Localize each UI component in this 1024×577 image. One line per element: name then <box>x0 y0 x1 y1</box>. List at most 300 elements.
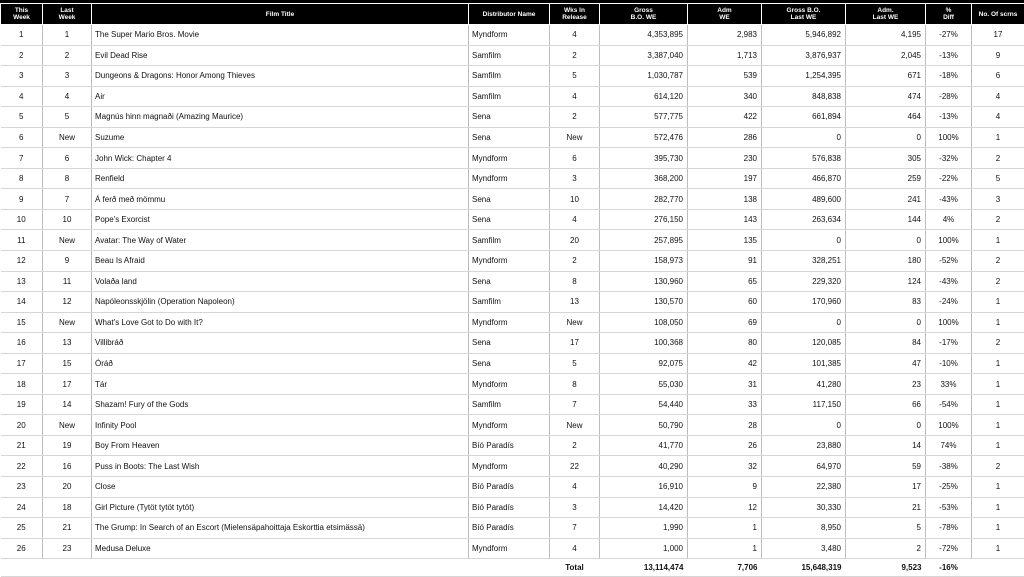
cell-distributor: Myndform <box>469 168 550 189</box>
cell-gross-last: 328,251 <box>762 251 846 272</box>
header-scrns <box>972 4 1024 25</box>
table-row <box>1 127 1024 148</box>
header-label: Diff <box>926 14 971 21</box>
cell-film: Óráð <box>92 353 469 374</box>
cell-this-week: 5 <box>1 107 43 128</box>
header-adm-last <box>846 4 926 25</box>
cell-wks: New <box>550 312 600 333</box>
cell-film: What's Love Got to Do with It? <box>92 312 469 333</box>
cell-last-week: 21 <box>43 518 92 539</box>
cell-diff: -22% <box>926 168 972 189</box>
cell-wks: New <box>550 127 600 148</box>
cell-gross-last: 848,838 <box>762 86 846 107</box>
box-office-table <box>0 3 1024 577</box>
cell-gross-last: 3,876,937 <box>762 45 846 66</box>
cell-diff: -72% <box>926 538 972 559</box>
cell-wks: 8 <box>550 271 600 292</box>
cell-adm: 422 <box>688 107 762 128</box>
cell-scrns: 2 <box>972 456 1024 477</box>
cell-wks: 22 <box>550 456 600 477</box>
cell-adm: 1 <box>688 538 762 559</box>
cell-gross: 282,770 <box>600 189 688 210</box>
table-row <box>1 415 1024 436</box>
total-diff: -16% <box>926 559 972 577</box>
cell-this-week: 18 <box>1 374 43 395</box>
cell-scrns: 4 <box>972 86 1024 107</box>
cell-wks: 4 <box>550 477 600 498</box>
table-row <box>1 497 1024 518</box>
cell-wks: 7 <box>550 394 600 415</box>
cell-film: Air <box>92 86 469 107</box>
table-row <box>1 168 1024 189</box>
cell-scrns: 2 <box>972 148 1024 169</box>
header-distributor <box>469 4 550 25</box>
cell-gross: 158,973 <box>600 251 688 272</box>
header-label: B.O. WE <box>600 14 687 21</box>
cell-wks: 4 <box>550 209 600 230</box>
cell-scrns: 17 <box>972 25 1024 46</box>
cell-adm: 138 <box>688 189 762 210</box>
cell-last-week: 19 <box>43 435 92 456</box>
cell-gross-last: 466,870 <box>762 168 846 189</box>
cell-adm-last: 59 <box>846 456 926 477</box>
cell-gross: 257,895 <box>600 230 688 251</box>
table-row <box>1 45 1024 66</box>
cell-scrns: 1 <box>972 127 1024 148</box>
cell-this-week: 7 <box>1 148 43 169</box>
cell-adm: 1,713 <box>688 45 762 66</box>
cell-last-week: 6 <box>43 148 92 169</box>
cell-adm-last: 671 <box>846 66 926 87</box>
cell-adm-last: 0 <box>846 127 926 148</box>
header-gross <box>600 4 688 25</box>
cell-diff: -43% <box>926 271 972 292</box>
cell-diff: 74% <box>926 435 972 456</box>
cell-adm-last: 66 <box>846 394 926 415</box>
cell-film: The Super Mario Bros. Movie <box>92 25 469 46</box>
header-label: Adm <box>688 7 761 14</box>
cell-gross-last: 0 <box>762 230 846 251</box>
cell-wks: 6 <box>550 148 600 169</box>
cell-adm: 65 <box>688 271 762 292</box>
cell-this-week: 4 <box>1 86 43 107</box>
cell-adm: 143 <box>688 209 762 230</box>
cell-distributor: Samfilm <box>469 292 550 313</box>
cell-gross: 1,000 <box>600 538 688 559</box>
cell-gross: 130,960 <box>600 271 688 292</box>
cell-wks: 20 <box>550 230 600 251</box>
cell-scrns: 1 <box>972 477 1024 498</box>
cell-wks: 4 <box>550 538 600 559</box>
cell-adm: 33 <box>688 394 762 415</box>
cell-last-week: 20 <box>43 477 92 498</box>
cell-this-week: 13 <box>1 271 43 292</box>
cell-diff: -27% <box>926 25 972 46</box>
cell-adm: 60 <box>688 292 762 313</box>
cell-distributor: Samfilm <box>469 230 550 251</box>
cell-scrns: 1 <box>972 353 1024 374</box>
cell-last-week: 12 <box>43 292 92 313</box>
cell-this-week: 25 <box>1 518 43 539</box>
header-row <box>1 4 1024 25</box>
cell-diff: -13% <box>926 107 972 128</box>
cell-last-week: 10 <box>43 209 92 230</box>
cell-distributor: Myndform <box>469 415 550 436</box>
cell-scrns: 1 <box>972 518 1024 539</box>
cell-scrns: 1 <box>972 312 1024 333</box>
cell-gross: 276,150 <box>600 209 688 230</box>
cell-scrns: 3 <box>972 189 1024 210</box>
table-row <box>1 251 1024 272</box>
cell-diff: -17% <box>926 333 972 354</box>
cell-gross-last: 489,600 <box>762 189 846 210</box>
cell-wks: 7 <box>550 518 600 539</box>
header-label: Distributor Name <box>469 11 549 18</box>
cell-diff: 100% <box>926 415 972 436</box>
table-row <box>1 477 1024 498</box>
cell-last-week: 13 <box>43 333 92 354</box>
cell-last-week: 1 <box>43 25 92 46</box>
cell-distributor: Myndform <box>469 25 550 46</box>
cell-gross: 395,730 <box>600 148 688 169</box>
cell-scrns: 2 <box>972 333 1024 354</box>
cell-gross-last: 120,085 <box>762 333 846 354</box>
header-label: Gross <box>600 7 687 14</box>
cell-adm: 26 <box>688 435 762 456</box>
cell-adm: 80 <box>688 333 762 354</box>
cell-film: Infinity Pool <box>92 415 469 436</box>
cell-distributor: Sena <box>469 127 550 148</box>
cell-gross-last: 1,254,395 <box>762 66 846 87</box>
table-row <box>1 209 1024 230</box>
table-row <box>1 292 1024 313</box>
cell-wks: 4 <box>550 86 600 107</box>
table-row <box>1 107 1024 128</box>
header-adm <box>688 4 762 25</box>
cell-diff: -10% <box>926 353 972 374</box>
table-row <box>1 394 1024 415</box>
cell-last-week: 4 <box>43 86 92 107</box>
cell-scrns: 2 <box>972 251 1024 272</box>
cell-adm-last: 17 <box>846 477 926 498</box>
header-film <box>92 4 469 25</box>
table-row <box>1 148 1024 169</box>
cell-scrns: 9 <box>972 45 1024 66</box>
cell-distributor: Sena <box>469 353 550 374</box>
cell-film: Medusa Deluxe <box>92 538 469 559</box>
cell-adm: 42 <box>688 353 762 374</box>
cell-adm-last: 144 <box>846 209 926 230</box>
cell-this-week: 21 <box>1 435 43 456</box>
cell-wks: 8 <box>550 374 600 395</box>
cell-film: Volaða land <box>92 271 469 292</box>
cell-gross: 41,770 <box>600 435 688 456</box>
cell-gross: 614,120 <box>600 86 688 107</box>
cell-gross-last: 22,380 <box>762 477 846 498</box>
cell-adm: 1 <box>688 518 762 539</box>
cell-diff: 100% <box>926 127 972 148</box>
cell-distributor: Bíó Paradís <box>469 477 550 498</box>
cell-film: Tár <box>92 374 469 395</box>
cell-diff: 100% <box>926 230 972 251</box>
cell-wks: 2 <box>550 107 600 128</box>
cell-adm-last: 23 <box>846 374 926 395</box>
header-label: No. Of scrns <box>972 11 1024 18</box>
cell-scrns: 1 <box>972 374 1024 395</box>
cell-gross: 1,030,787 <box>600 66 688 87</box>
cell-gross: 14,420 <box>600 497 688 518</box>
cell-adm: 197 <box>688 168 762 189</box>
cell-gross: 100,368 <box>600 333 688 354</box>
cell-this-week: 22 <box>1 456 43 477</box>
table-row <box>1 25 1024 46</box>
cell-distributor: Myndform <box>469 148 550 169</box>
cell-film: Villibráð <box>92 333 469 354</box>
table-row <box>1 230 1024 251</box>
cell-adm-last: 241 <box>846 189 926 210</box>
cell-last-week: New <box>43 415 92 436</box>
cell-this-week: 1 <box>1 25 43 46</box>
cell-gross: 130,570 <box>600 292 688 313</box>
cell-last-week: 16 <box>43 456 92 477</box>
cell-gross: 3,387,040 <box>600 45 688 66</box>
cell-last-week: 11 <box>43 271 92 292</box>
cell-last-week: 7 <box>43 189 92 210</box>
cell-wks: 5 <box>550 353 600 374</box>
cell-this-week: 16 <box>1 333 43 354</box>
cell-adm-last: 83 <box>846 292 926 313</box>
table-row <box>1 312 1024 333</box>
cell-gross-last: 101,385 <box>762 353 846 374</box>
header-label: Adm. <box>846 7 925 14</box>
cell-film: The Grump: In Search of an Escort (Mielensäpahoittaja Eskorttia etsimässä) <box>92 518 469 539</box>
cell-adm-last: 124 <box>846 271 926 292</box>
cell-this-week: 23 <box>1 477 43 498</box>
total-gross: 13,114,474 <box>600 559 688 577</box>
cell-distributor: Samfilm <box>469 45 550 66</box>
cell-wks: 2 <box>550 435 600 456</box>
total-label: Total <box>550 559 600 577</box>
header-this-week <box>1 4 43 25</box>
cell-adm: 135 <box>688 230 762 251</box>
cell-adm-last: 21 <box>846 497 926 518</box>
cell-gross: 108,050 <box>600 312 688 333</box>
cell-adm-last: 4,195 <box>846 25 926 46</box>
cell-gross-last: 263,634 <box>762 209 846 230</box>
cell-adm-last: 259 <box>846 168 926 189</box>
cell-adm: 230 <box>688 148 762 169</box>
cell-gross-last: 117,150 <box>762 394 846 415</box>
table-body <box>1 25 1024 559</box>
cell-diff: 100% <box>926 312 972 333</box>
header-last-week <box>43 4 92 25</box>
cell-this-week: 12 <box>1 251 43 272</box>
cell-gross: 40,290 <box>600 456 688 477</box>
cell-this-week: 3 <box>1 66 43 87</box>
header-label: Wks In <box>550 7 599 14</box>
cell-adm: 31 <box>688 374 762 395</box>
cell-wks: 3 <box>550 168 600 189</box>
cell-scrns: 1 <box>972 538 1024 559</box>
table-row <box>1 189 1024 210</box>
cell-scrns: 1 <box>972 394 1024 415</box>
cell-diff: -13% <box>926 45 972 66</box>
cell-this-week: 11 <box>1 230 43 251</box>
cell-this-week: 17 <box>1 353 43 374</box>
cell-wks: 5 <box>550 66 600 87</box>
cell-distributor: Bíó Paradís <box>469 518 550 539</box>
cell-adm: 91 <box>688 251 762 272</box>
cell-gross: 572,476 <box>600 127 688 148</box>
cell-distributor: Myndform <box>469 374 550 395</box>
cell-gross-last: 170,960 <box>762 292 846 313</box>
cell-wks: 2 <box>550 251 600 272</box>
cell-diff: -38% <box>926 456 972 477</box>
cell-gross: 16,910 <box>600 477 688 498</box>
cell-gross: 50,790 <box>600 415 688 436</box>
cell-adm: 9 <box>688 477 762 498</box>
cell-wks: 10 <box>550 189 600 210</box>
cell-diff: -43% <box>926 189 972 210</box>
cell-film: Beau Is Afraid <box>92 251 469 272</box>
cell-gross-last: 30,330 <box>762 497 846 518</box>
cell-diff: -28% <box>926 86 972 107</box>
cell-adm: 12 <box>688 497 762 518</box>
cell-last-week: New <box>43 230 92 251</box>
cell-adm-last: 464 <box>846 107 926 128</box>
cell-adm: 28 <box>688 415 762 436</box>
table-row <box>1 538 1024 559</box>
cell-gross: 55,030 <box>600 374 688 395</box>
cell-this-week: 24 <box>1 497 43 518</box>
cell-distributor: Myndform <box>469 538 550 559</box>
cell-distributor: Samfilm <box>469 66 550 87</box>
cell-distributor: Samfilm <box>469 394 550 415</box>
cell-scrns: 1 <box>972 292 1024 313</box>
cell-gross-last: 23,880 <box>762 435 846 456</box>
cell-diff: -53% <box>926 497 972 518</box>
cell-adm-last: 2 <box>846 538 926 559</box>
header-label: Week <box>1 14 42 21</box>
cell-wks: 3 <box>550 497 600 518</box>
table-row <box>1 353 1024 374</box>
cell-last-week: New <box>43 127 92 148</box>
cell-film: Close <box>92 477 469 498</box>
cell-adm-last: 474 <box>846 86 926 107</box>
cell-film: Dungeons & Dragons: Honor Among Thieves <box>92 66 469 87</box>
cell-wks: 17 <box>550 333 600 354</box>
cell-film: Magnús hinn magnaði (Amazing Maurice) <box>92 107 469 128</box>
cell-diff: 4% <box>926 209 972 230</box>
total-gross-last: 15,648,319 <box>762 559 846 577</box>
cell-diff: -78% <box>926 518 972 539</box>
header-diff <box>926 4 972 25</box>
cell-gross-last: 229,320 <box>762 271 846 292</box>
cell-wks: 13 <box>550 292 600 313</box>
cell-distributor: Sena <box>469 107 550 128</box>
cell-scrns: 6 <box>972 66 1024 87</box>
cell-last-week: 5 <box>43 107 92 128</box>
cell-diff: -54% <box>926 394 972 415</box>
cell-last-week: 18 <box>43 497 92 518</box>
cell-this-week: 6 <box>1 127 43 148</box>
cell-gross-last: 0 <box>762 312 846 333</box>
table-row <box>1 435 1024 456</box>
cell-film: Evil Dead Rise <box>92 45 469 66</box>
cell-adm-last: 305 <box>846 148 926 169</box>
cell-last-week: New <box>43 312 92 333</box>
table-row <box>1 271 1024 292</box>
cell-adm-last: 2,045 <box>846 45 926 66</box>
cell-this-week: 15 <box>1 312 43 333</box>
cell-film: Avatar: The Way of Water <box>92 230 469 251</box>
header-label: This <box>1 7 42 14</box>
cell-last-week: 17 <box>43 374 92 395</box>
total-adm-last: 9,523 <box>846 559 926 577</box>
table-header <box>1 4 1024 25</box>
cell-wks: New <box>550 415 600 436</box>
header-gross-last <box>762 4 846 25</box>
cell-last-week: 9 <box>43 251 92 272</box>
cell-this-week: 20 <box>1 415 43 436</box>
cell-adm-last: 180 <box>846 251 926 272</box>
cell-diff: -52% <box>926 251 972 272</box>
cell-this-week: 26 <box>1 538 43 559</box>
cell-film: Napóleonsskjölin (Operation Napoleon) <box>92 292 469 313</box>
table-row <box>1 518 1024 539</box>
cell-diff: -25% <box>926 477 972 498</box>
table-row <box>1 66 1024 87</box>
cell-film: Puss in Boots: The Last Wish <box>92 456 469 477</box>
header-label: Film Title <box>92 11 468 18</box>
cell-gross: 4,353,895 <box>600 25 688 46</box>
cell-gross: 1,990 <box>600 518 688 539</box>
cell-gross-last: 41,280 <box>762 374 846 395</box>
table-row <box>1 456 1024 477</box>
cell-film: Girl Picture (Tytöt tytöt tytöt) <box>92 497 469 518</box>
cell-scrns: 1 <box>972 497 1024 518</box>
cell-gross: 368,200 <box>600 168 688 189</box>
cell-distributor: Samfilm <box>469 86 550 107</box>
cell-this-week: 2 <box>1 45 43 66</box>
cell-adm-last: 0 <box>846 415 926 436</box>
cell-scrns: 1 <box>972 435 1024 456</box>
cell-film: Shazam! Fury of the Gods <box>92 394 469 415</box>
cell-adm: 539 <box>688 66 762 87</box>
cell-adm-last: 84 <box>846 333 926 354</box>
total-adm: 7,706 <box>688 559 762 577</box>
cell-wks: 4 <box>550 25 600 46</box>
cell-distributor: Myndform <box>469 312 550 333</box>
header-label: Release <box>550 14 599 21</box>
cell-distributor: Myndform <box>469 456 550 477</box>
cell-gross: 577,775 <box>600 107 688 128</box>
cell-gross-last: 64,970 <box>762 456 846 477</box>
cell-diff: -24% <box>926 292 972 313</box>
cell-adm-last: 0 <box>846 312 926 333</box>
cell-adm: 340 <box>688 86 762 107</box>
cell-gross-last: 661,894 <box>762 107 846 128</box>
cell-this-week: 10 <box>1 209 43 230</box>
cell-diff: -18% <box>926 66 972 87</box>
cell-scrns: 2 <box>972 209 1024 230</box>
cell-wks: 2 <box>550 45 600 66</box>
total-row <box>1 559 1024 577</box>
cell-last-week: 8 <box>43 168 92 189</box>
cell-scrns: 2 <box>972 271 1024 292</box>
header-label: Last WE <box>762 14 845 21</box>
cell-gross-last: 8,950 <box>762 518 846 539</box>
